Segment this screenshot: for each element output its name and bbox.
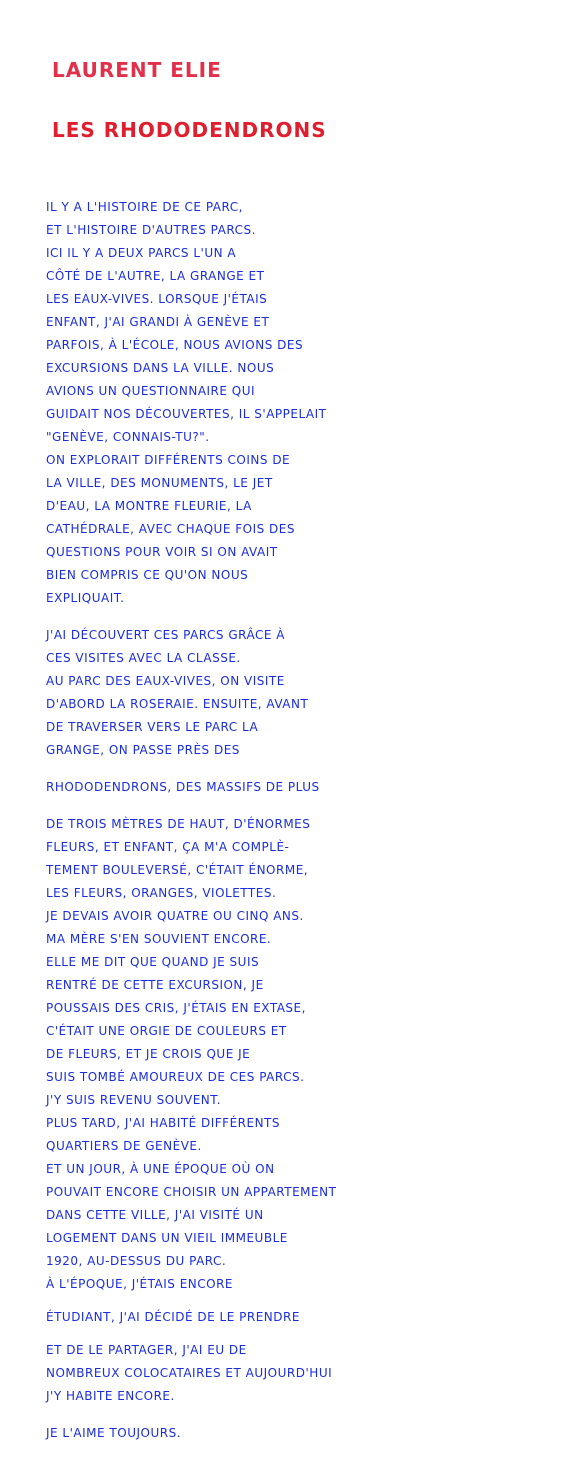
text-line: D'ABORD LA ROSERAIE. ENSUITE, AVANT — [46, 697, 309, 711]
text-line: TEMENT BOULEVERSÉ, C'ÉTAIT ÉNORME, — [46, 863, 309, 877]
author-name: LAURENT ELIE — [52, 58, 222, 82]
text-line: JE DEVAIS AVOIR QUATRE OU CINQ ANS. — [46, 909, 304, 923]
paragraph — [46, 624, 556, 762]
text-line: C'ÉTAIT UNE ORGIE DE COULEURS ET — [46, 1024, 287, 1038]
handwritten-text-body — [46, 196, 556, 1440]
text-line: DANS CETTE VILLE, J'AI VISITÉ UN — [46, 1208, 264, 1222]
text-line: CATHÉDRALE, AVEC CHAQUE FOIS DES — [46, 522, 295, 536]
text-line: LES FLEURS, ORANGES, VIOLETTES. — [46, 886, 277, 900]
text-line: CÔTÉ DE L'AUTRE, LA GRANGE ET — [46, 269, 265, 283]
text-line: QUARTIERS DE GENÈVE. — [46, 1139, 202, 1153]
text-line: GRANGE, ON PASSE PRÈS DES — [46, 743, 240, 757]
text-line: POUSSAIS DES CRIS, J'ÉTAIS EN EXTASE, — [46, 1001, 306, 1015]
text-line: ICI IL Y A DEUX PARCS L'UN A — [46, 246, 237, 260]
text-line: EXPLIQUAIT. — [46, 591, 125, 605]
text-line: PLUS TARD, J'AI HABITÉ DIFFÉRENTS — [46, 1116, 280, 1130]
text-line: LES EAUX-VIVES. LORSQUE J'ÉTAIS — [46, 292, 268, 306]
text-line: MA MÈRE S'EN SOUVIENT ENCORE. — [46, 932, 272, 946]
text-line: AVIONS UN QUESTIONNAIRE QUI — [46, 384, 256, 398]
paragraph — [46, 196, 556, 610]
paragraph — [46, 813, 556, 1296]
text-line: NOMBREUX COLOCATAIRES ET AUJOURD'HUI — [46, 1366, 333, 1380]
paragraph — [46, 1422, 556, 1445]
text-line: D'EAU, LA MONTRE FLEURIE, LA — [46, 499, 252, 513]
text-line: JE L'AIME TOUJOURS. — [46, 1426, 182, 1440]
text-line: POUVAIT ENCORE CHOISIR UN APPARTEMENT — [46, 1185, 337, 1199]
text-line: FLEURS, ET ENFANT, ÇA M'A COMPLÈ- — [46, 840, 290, 854]
text-line: QUESTIONS POUR VOIR SI ON AVAIT — [46, 545, 278, 559]
text-line: DE TRAVERSER VERS LE PARC LA — [46, 720, 259, 734]
paragraph — [46, 1339, 556, 1408]
paragraph — [46, 1306, 556, 1329]
paragraph — [46, 776, 556, 799]
text-line: 1920, AU-DESSUS DU PARC. — [46, 1254, 227, 1268]
text-line: ÉTUDIANT, J'AI DÉCIDÉ DE LE PRENDRE — [46, 1310, 300, 1324]
text-line: ET DE LE PARTAGER, J'AI EU DE — [46, 1343, 247, 1357]
text-line: LA VILLE, DES MONUMENTS, LE JET — [46, 476, 273, 490]
text-line: DE FLEURS, ET JE CROIS QUE JE — [46, 1047, 251, 1061]
text-line: "GENÈVE, CONNAIS-TU?". — [46, 430, 210, 444]
text-line: RENTRÉ DE CETTE EXCURSION, JE — [46, 978, 264, 992]
text-line: J'Y SUIS REVENU SOUVENT. — [46, 1093, 221, 1107]
text-line: SUIS TOMBÉ AMOUREUX DE CES PARCS. — [46, 1070, 305, 1084]
text-line: EXCURSIONS DANS LA VILLE. NOUS — [46, 361, 275, 375]
text-line: AU PARC DES EAUX-VIVES, ON VISITE — [46, 674, 285, 688]
text-line: À L'ÉPOQUE, J'ÉTAIS ENCORE — [46, 1277, 234, 1291]
text-line: J'AI DÉCOUVERT CES PARCS GRÂCE À — [46, 628, 285, 642]
text-line: IL Y A L'HISTOIRE DE CE PARC, — [46, 200, 243, 214]
text-line: J'Y HABITE ENCORE. — [46, 1389, 175, 1403]
story-title: LES RHODODENDRONS — [52, 118, 327, 142]
text-line: ELLE ME DIT QUE QUAND JE SUIS — [46, 955, 260, 969]
text-line: CES VISITES AVEC LA CLASSE. — [46, 651, 241, 665]
text-line: DE TROIS MÈTRES DE HAUT, D'ÉNORMES — [46, 817, 311, 831]
text-line: ON EXPLORAIT DIFFÉRENTS COINS DE — [46, 453, 291, 467]
text-line: BIEN COMPRIS CE QU'ON NOUS — [46, 568, 249, 582]
text-line: LOGEMENT DANS UN VIEIL IMMEUBLE — [46, 1231, 288, 1245]
text-line: ET UN JOUR, À UNE ÉPOQUE OÙ ON — [46, 1162, 275, 1176]
title-block — [52, 40, 552, 170]
text-line: GUIDAIT NOS DÉCOUVERTES, IL S'APPELAIT — [46, 407, 327, 421]
text-line: RHODODENDRONS, DES MASSIFS DE PLUS — [46, 780, 320, 794]
text-line: ET L'HISTOIRE D'AUTRES PARCS. — [46, 223, 256, 237]
text-line: PARFOIS, À L'ÉCOLE, NOUS AVIONS DES — [46, 338, 304, 352]
text-line: ENFANT, J'AI GRANDI À GENÈVE ET — [46, 315, 270, 329]
